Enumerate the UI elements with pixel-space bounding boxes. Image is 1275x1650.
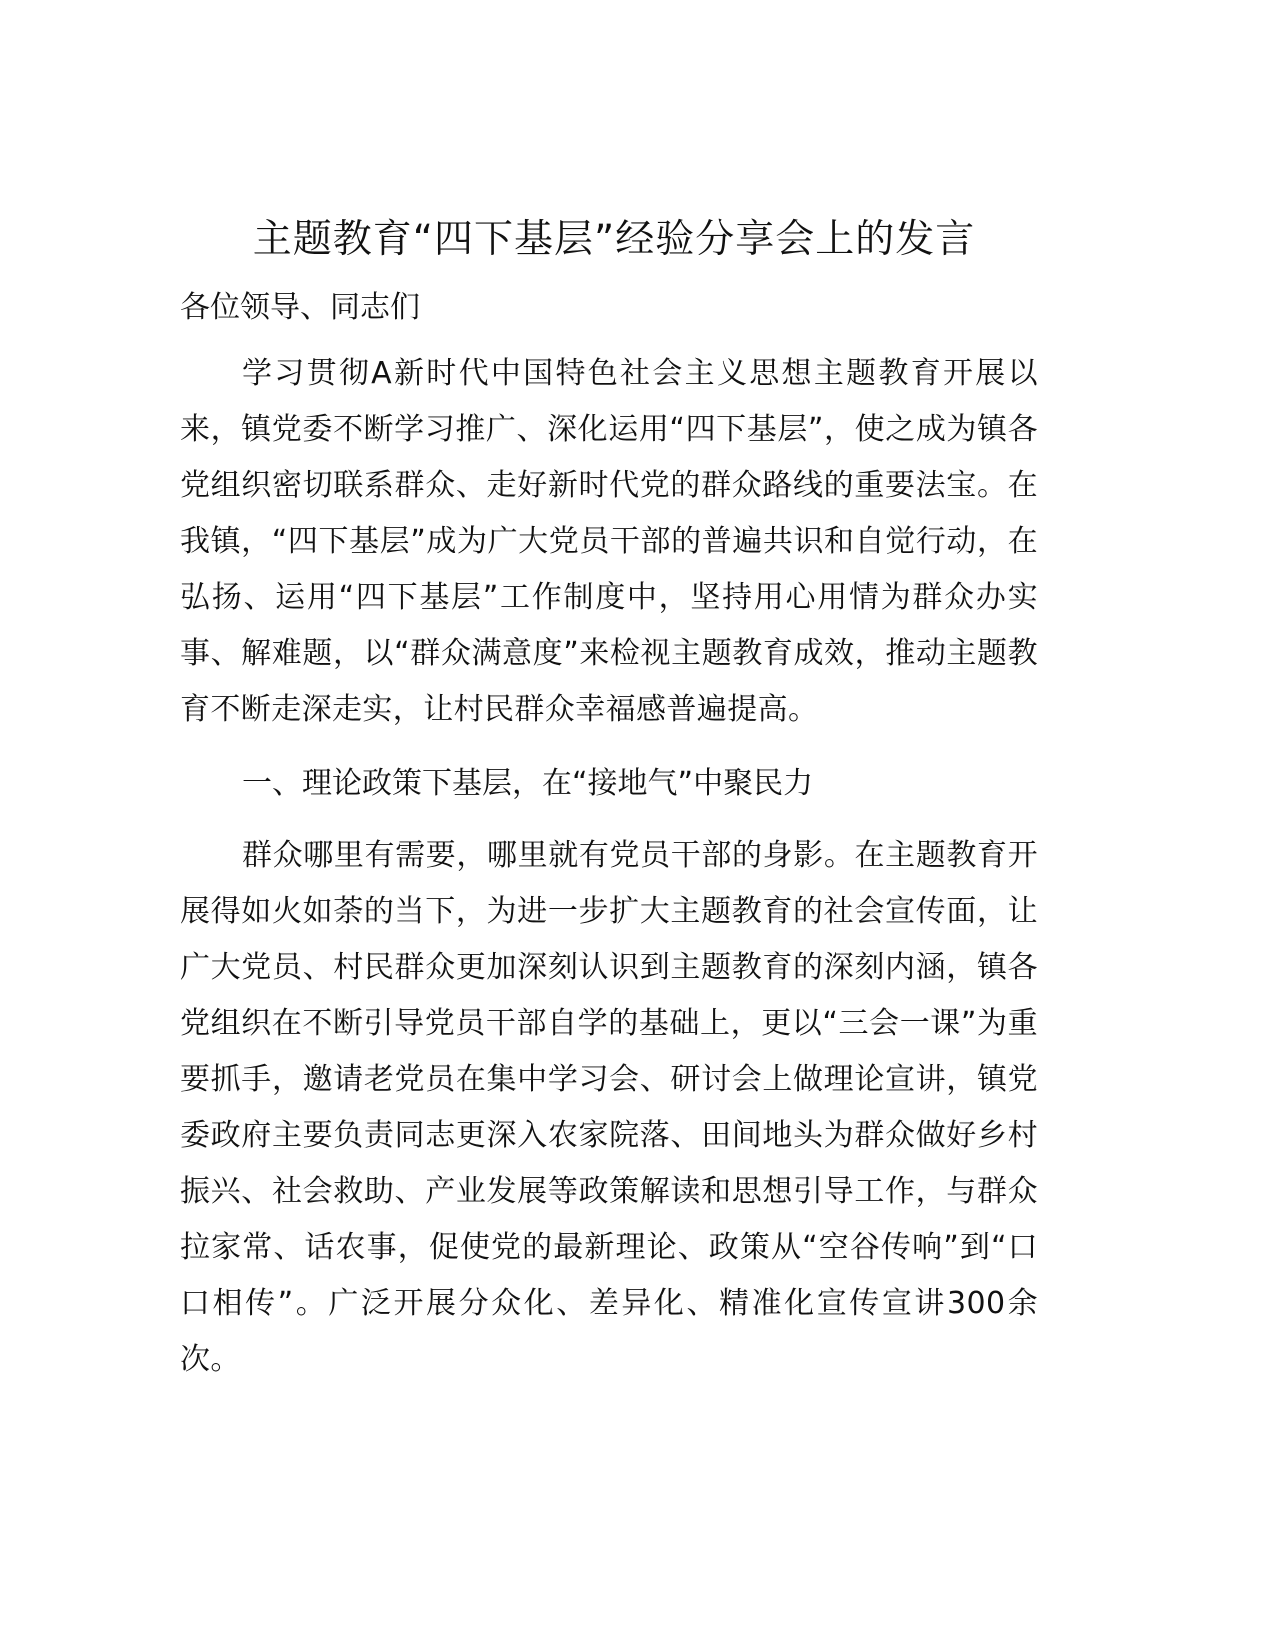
document-body — [180, 206, 1038, 1388]
document-title: 主题教育“四下基层”经验分享会上的发言 — [252, 217, 976, 262]
intro-paragraph: 学习贯彻A新时代中国特色社会主义思想主题教育开展以来，镇党委不断学习推广、深化运用“四下基层”，使之成为镇各党组织密切联系群众、走好新时代党的群众路线的重要法宝。在我镇，“四下基层”成为广大党员干部的普遍共识和自觉行动，在弘扬、运用“四下基层”工作制度中，坚持用心用情为群众办实事、解难题，以“群众满意度”来检视主题教育成效，推动主题教育不断走深走实，让村民群众幸福感普遍提高。 — [180, 356, 1038, 727]
section-heading-1: 一、理论政策下基层，在“接地气”中聚民力 — [242, 766, 814, 801]
section-1-paragraph: 群众哪里有需要，哪里就有党员干部的身影。在主题教育开展得如火如荼的当下，为进一步扩大主题教育的社会宣传面，让广大党员、村民群众更加深刻认识到主题教育的深刻内涵，镇各党组织在不断引导党员干部自学的基础上，更以“三会一课”为重要抓手，邀请老党员在集中学习会、研讨会上做理论宣讲，镇党委政府主要负责同志更深入农家院落、田间地头为群众做好乡村振兴、社会救助、产业发展等政策解读和思想引导工作，与群众拉家常、话农事，促使党的最新理论、政策从“空谷传响”到“口口相传”。广泛开展分众化、差异化、精准化宣传宣讲300余次。 — [180, 838, 1038, 1377]
salutation: 各位领导、同志们 — [180, 290, 420, 325]
